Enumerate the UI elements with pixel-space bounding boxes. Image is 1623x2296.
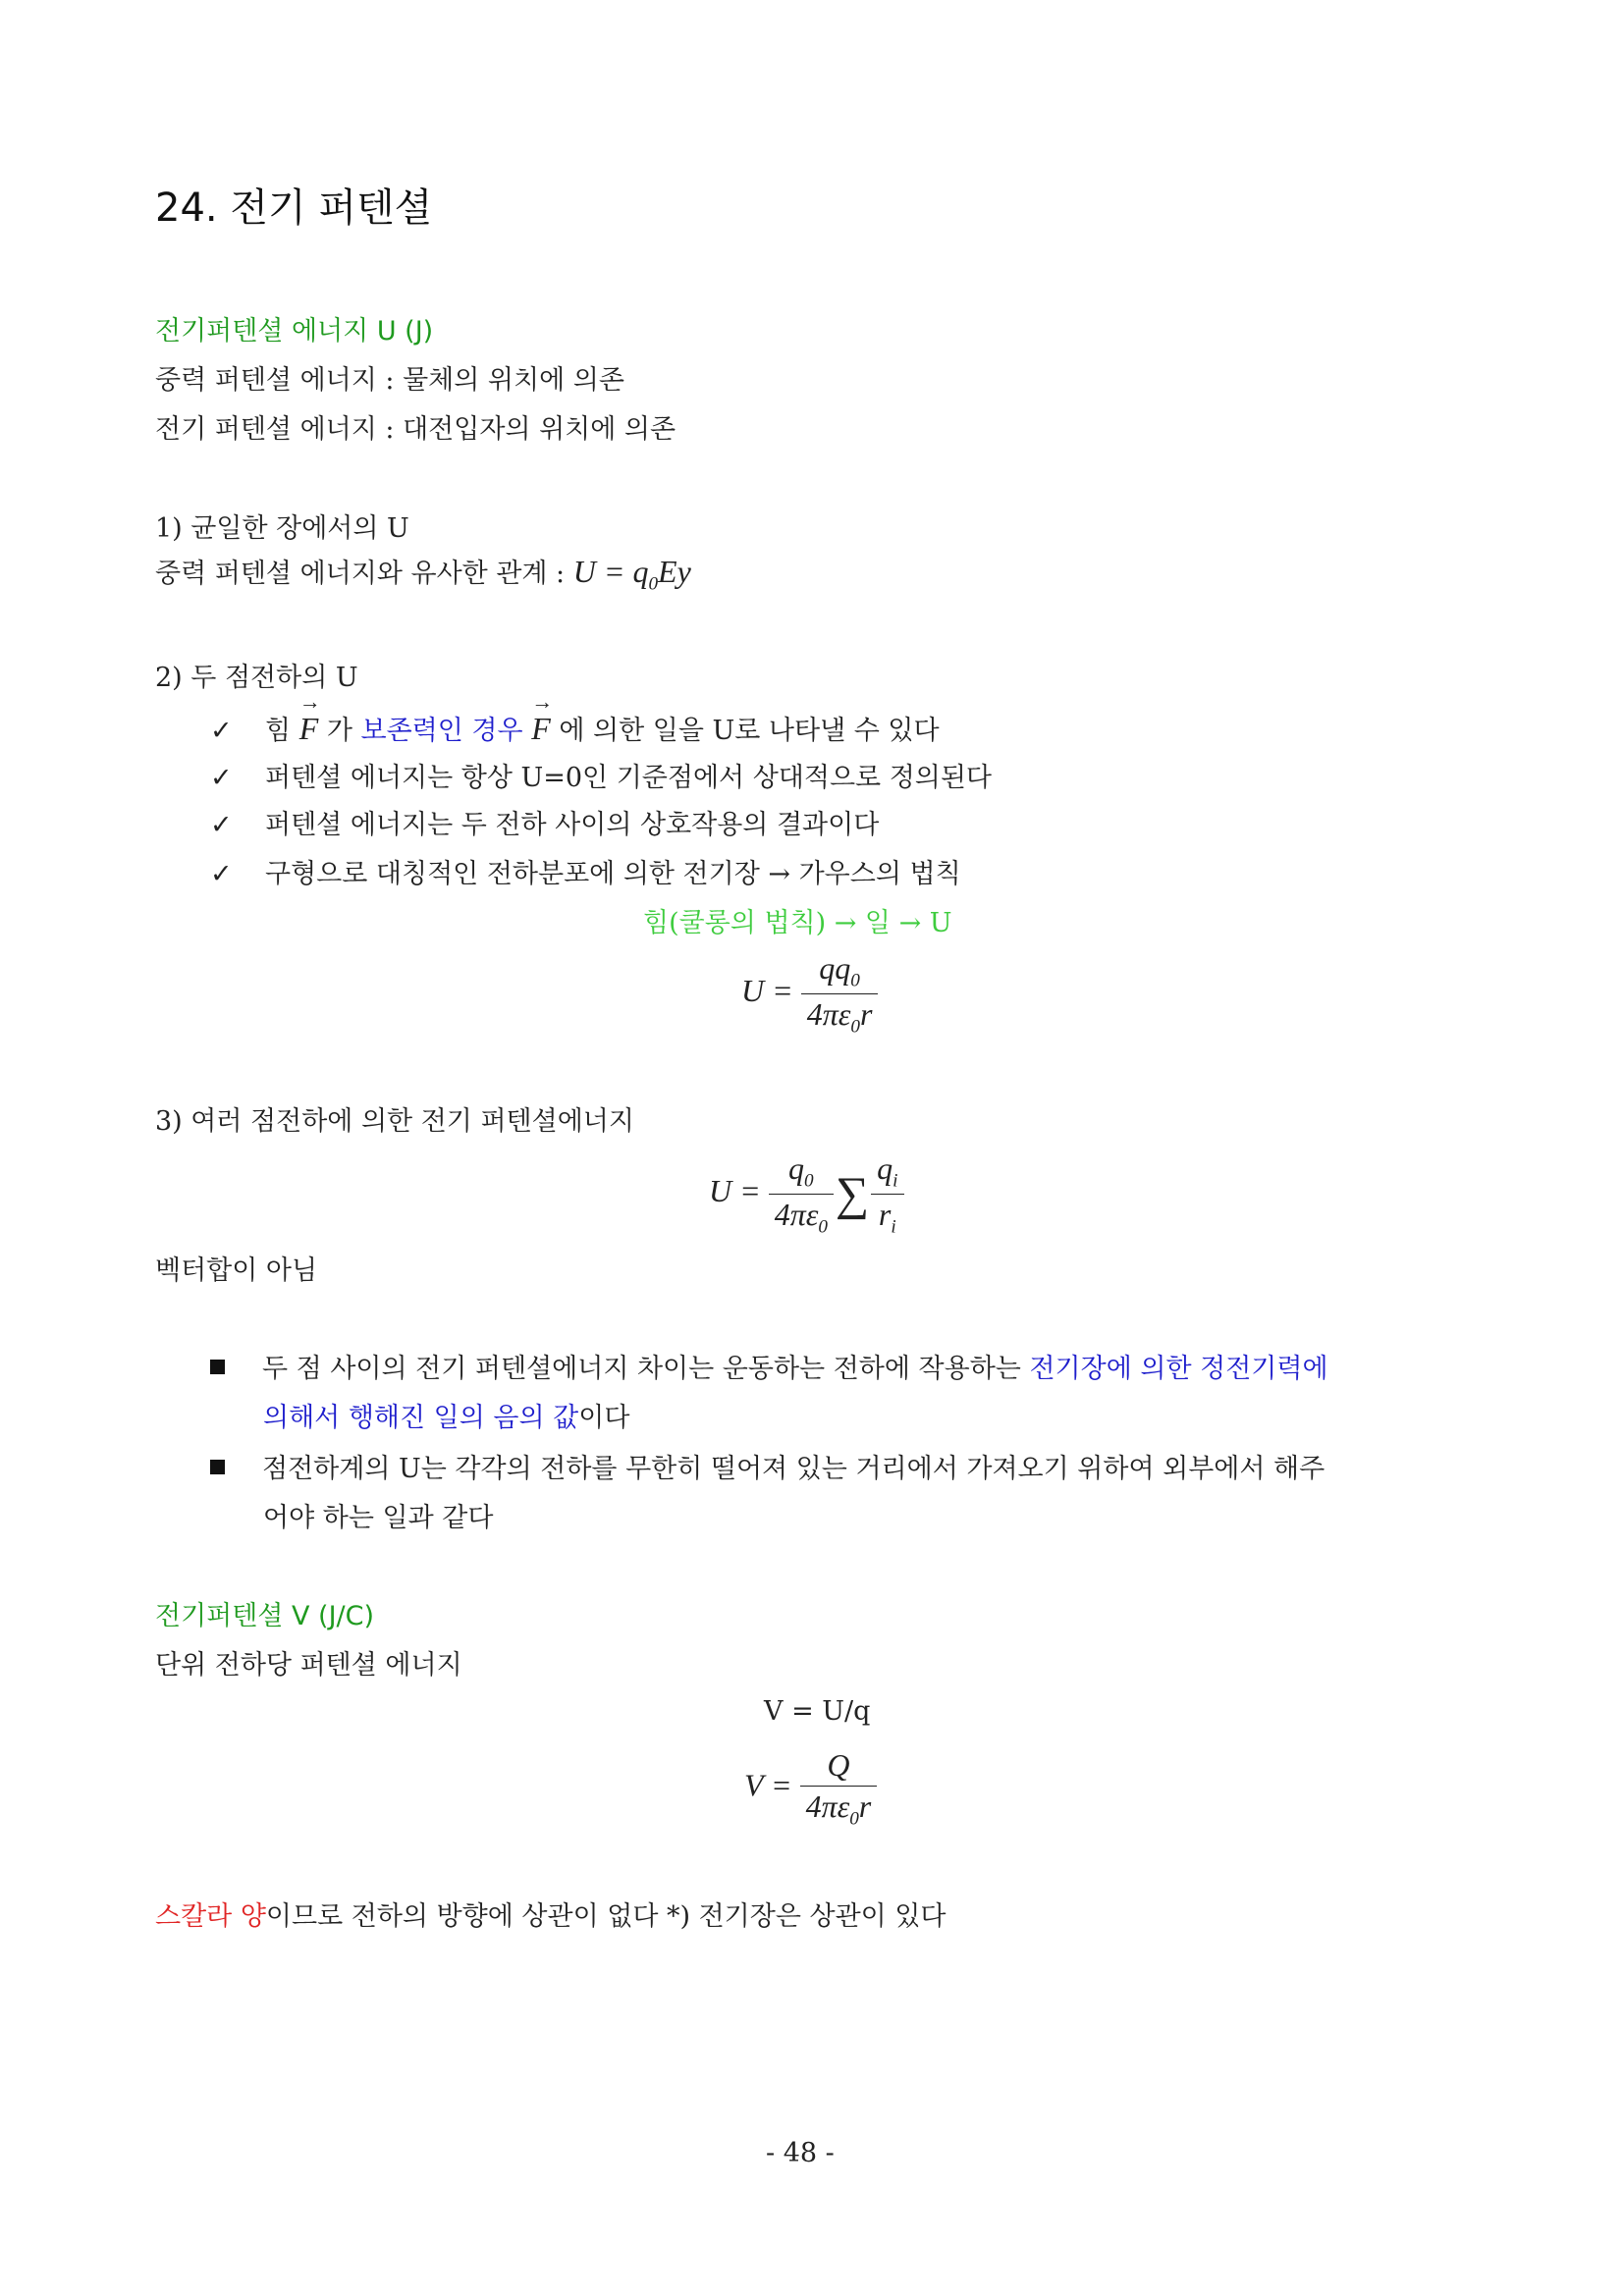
not-vector-sum-note: 벡터합이 아님 [155,1255,318,1286]
square-bullet-item: 점전하계의 U는 각각의 전하를 무한히 떨어져 있는 거리에서 가져오기 위하여 외부에서 해주 [210,1447,1325,1485]
checklist-item: ✓ 힘 → F 가 보존력인 경우 → F 에 의한 일을 U로 나타낼 수 있다 [210,709,940,747]
uniform-field-heading: 1) 균일한 장에서의 U [155,513,409,544]
multiple-charges-heading: 3) 여러 점전하에 의한 전기 퍼텐셜에너지 [155,1106,634,1137]
force-vector-symbol: → F [531,711,551,747]
square-bullet-icon [210,1460,225,1474]
force-work-energy-flow: 힘(쿨롱의 법칙) → 일 → U [643,908,952,938]
scalar-quantity-note: 스칼라 양이므로 전하의 방향에 상관이 없다 *) 전기장은 상관이 있다 [155,1901,947,1932]
page-title: 24. 전기 퍼텐셜 [155,186,433,231]
square-bullet-continuation: 의해서 행해진 일의 음의 값이다 [263,1403,630,1433]
force-vector-symbol: → F [299,711,319,747]
equation-two-charge-energy: U = $\frac{qq_0}{4\pi\varepsilon_0r}$ [741,950,878,1039]
checklist-item: ✓ 구형으로 대칭적인 전하분포에 의한 전기장 → 가우스의 법칙 [210,859,961,889]
checkmark-icon: ✓ [210,810,233,840]
equation-u-q0ey: $U = q_0Ey$ [572,554,691,595]
checkmark-icon: ✓ [210,859,233,889]
section-heading-potential: 전기퍼텐셜 V (J/C) [155,1601,375,1631]
uniform-field-relation [155,552,691,595]
equation-multiple-charge-energy: U = $\frac{q_0}{4\pi\varepsilon_0}$ ∑ $\frac{q_i}{r_i}$ [709,1150,904,1239]
checklist-item: ✓ 퍼텐셜 에너지는 두 전하 사이의 상호작용의 결과이다 [210,810,880,840]
electric-potential-line: 전기 퍼텐셜 에너지 : 대전입자의 위치에 의존 [155,414,676,445]
potential-definition: 단위 전하당 퍼텐셜 에너지 [155,1650,462,1681]
square-bullet-continuation: 어야 하는 일과 같다 [263,1503,494,1533]
two-charges-heading: 2) 두 점전하의 U [155,663,358,693]
equation-v-u-over-q: V = U/q [764,1696,871,1727]
checkmark-icon: ✓ [210,716,233,746]
equation-point-charge-potential: V = $\frac{Q}{4\pi\varepsilon_0r}$ [744,1747,877,1830]
conservative-force-text: 보존력인 경우 [360,716,523,746]
square-bullet-icon [210,1360,225,1374]
square-bullet-item: 두 점 사이의 전기 퍼텐셜에너지 차이는 운동하는 전하에 작용하는 전기장에 의한 정전기력에 [210,1347,1328,1385]
checkmark-icon: ✓ [210,763,233,793]
checklist-item: ✓ 퍼텐셜 에너지는 항상 U=0인 기준점에서 상대적으로 정의된다 [210,763,993,793]
gravity-potential-line: 중력 퍼텐셜 에너지 : 물체의 위치에 의존 [155,365,624,396]
relation-text: 중력 퍼텐셜 에너지와 유사한 관계 : [155,559,573,589]
section-heading-potential-energy: 전기퍼텐셜 에너지 U (J) [155,316,434,347]
page-number: - 48 - [766,2138,835,2168]
scalar-quantity-text: 스칼라 양 [155,1901,266,1932]
